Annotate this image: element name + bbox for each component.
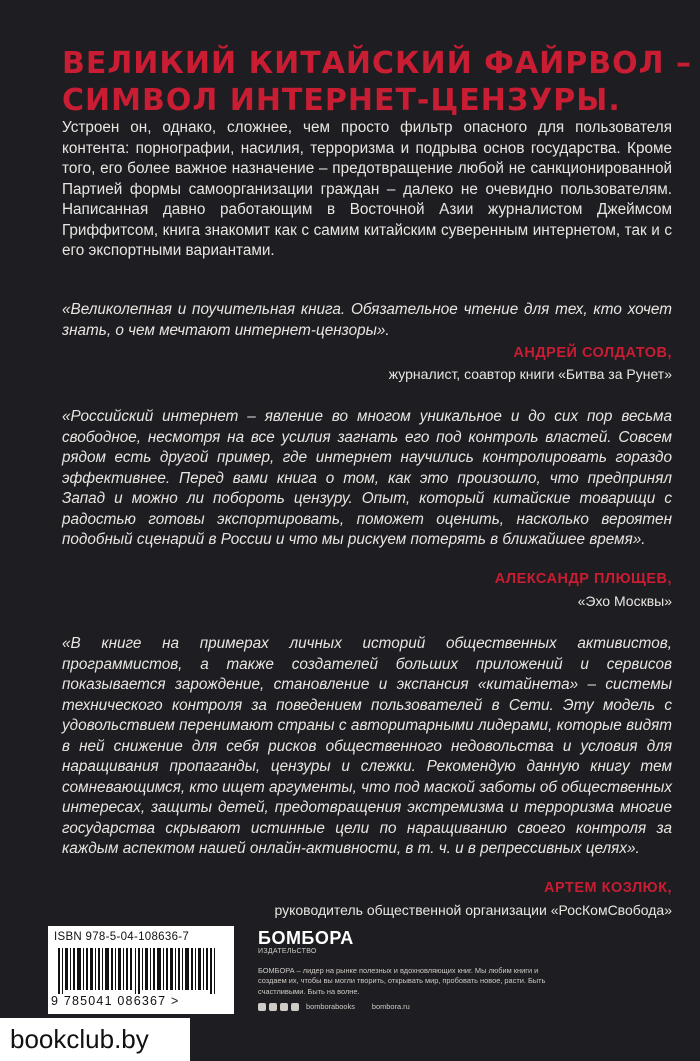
review-author-3: АРТЕМ КОЗЛЮК, xyxy=(544,880,672,896)
annotation-paragraph: Устроен он, однако, сложнее, чем просто фильтр опасного для пользователя контента: порнографии, насилия, терроризма и подрыва основ государства. Кроме того, его более важное назначение – предотвращение любой не санкционированной Партией формы самоорганизации граждан – далеко не очевидно пользователям. Написанная давно работающим в Восточной Азии журналистом Джеймсом Гриффитсом, книга знакомит как с самим китайским суверенным интернетом, так и с его экспортными вариантами. xyxy=(62,119,672,259)
publisher-website: bombora.ru xyxy=(371,1002,410,1011)
headline-line-2: СИМВОЛ ИНТЕРНЕТ-ЦЕНЗУРЫ. xyxy=(62,83,621,118)
publisher-description: БОМБОРА – лидер на рынке полезных и вдохновляющих книг. Мы любим книги и создаем их, чтобы вы могли творить, открывать мир, пробовать новое, расти. Быть счастливыми. Быть на волне. xyxy=(258,966,546,996)
barcode-digits: 9 785041 086367 > xyxy=(51,994,180,1008)
review-quote-1: «Великолепная и поучительная книга. Обязательное чтение для тех, кто хочет знать, о чем мечтают интернет-цензоры». xyxy=(62,301,672,339)
instagram-icon xyxy=(280,1003,288,1011)
social-handle: bomborabooks xyxy=(306,1002,355,1011)
review-author-role-1: журналист, соавтор книги «Битва за Рунет» xyxy=(388,366,672,382)
publisher-logo: БОМБОРА xyxy=(258,928,354,948)
vk-icon xyxy=(269,1003,277,1011)
facebook-icon xyxy=(258,1003,266,1011)
review-quote-2: «Российский интернет – явление во многом уникальное и до сих пор весьма свободное, несмотря на все усилия загнать его под контроль властей. Совсем рядом есть другой пример, где интернет научились контролировать гораздо эффективнее. Перед вами книга о том, как это произошло, что предпринял Запад и можно ли побороть цензуру. Опыт, который китайские товарищи с радостью готовы экспортировать, поможет оценить, насколько вероятен подобный сценарий в России и что мы рискуем потерять в ближайшее время». xyxy=(62,408,672,548)
barcode-block xyxy=(48,926,234,1014)
publisher-social-links xyxy=(258,1002,410,1011)
cover-headline xyxy=(62,45,692,119)
review-author-role-3: руководитель общественной организации «РосКомСвобода» xyxy=(274,902,672,918)
review-quote-3: «В книге на примерах личных историй общественных активистов, программистов, а также создателей больших приложений и сервисов показывается зарождение, становление и экспансия «китайнета» – системы технического контроля за поведением пользователей в Сети. Эту модель с удовольствием перенимают страны с авторитарными лидерами, которые видят в ней снижение для себя рисков общественного недовольства и условия для наращивания пропаганды, цензуры и слежки. Рекомендую данную книгу тем сомневающимся, кто ищет аргументы, что под маской заботы об общественных интересах, защиты детей, предотвращения экстремизма и терроризма многие государства скрывают истинные цели по наращиванию своего контроля за каждым аспектом нашей онлайн-активности, в т. ч. и в репрессивных целях». xyxy=(62,635,673,857)
isbn-number: ISBN 978-5-04-108636-7 xyxy=(54,931,190,943)
review-author-role-2: «Эхо Москвы» xyxy=(577,593,672,609)
review-author-2: АЛЕКСАНДР ПЛЮЩЕВ, xyxy=(494,571,672,587)
twitter-icon xyxy=(291,1003,299,1011)
publisher-logo-subtitle: ИЗДАТЕЛЬСТВО xyxy=(258,948,317,955)
review-author-1: АНДРЕЙ СОЛДАТОВ, xyxy=(513,345,672,361)
headline-line-1: ВЕЛИКИЙ КИТАЙСКИЙ ФАЙРВОЛ – xyxy=(62,46,692,81)
barcode-image xyxy=(58,948,226,994)
site-watermark: bookclub.by xyxy=(0,1018,190,1061)
